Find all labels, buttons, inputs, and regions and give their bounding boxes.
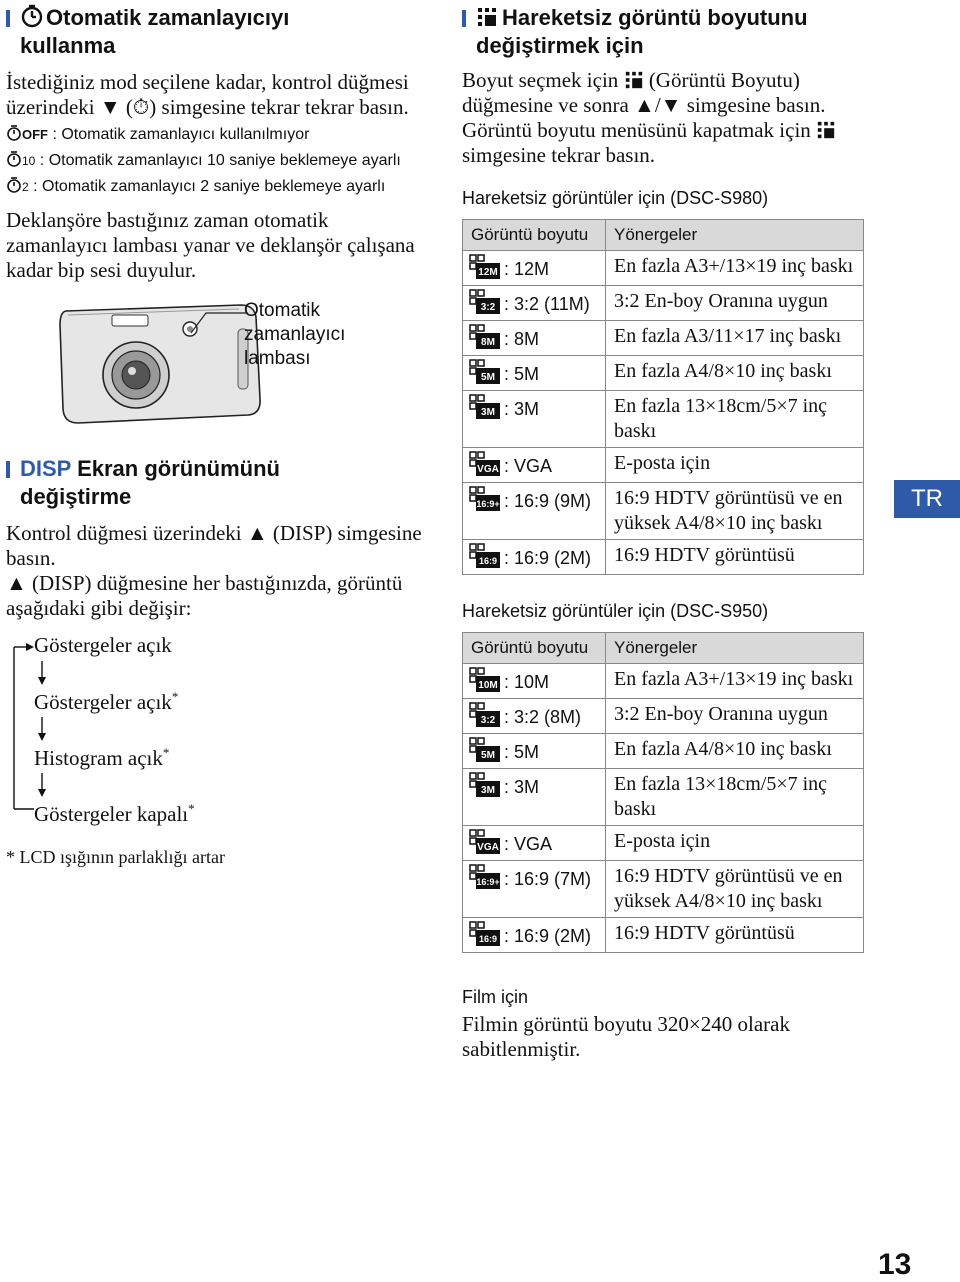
self-timer-title-line2: kullanma (20, 33, 116, 58)
description-cell: E-posta için (606, 826, 864, 861)
svg-text:12M: 12M (478, 267, 498, 278)
svg-text:16:9+: 16:9+ (476, 877, 500, 887)
description-cell: En fazla A3+/13×19 inç baskı (606, 664, 864, 699)
svg-text:3M: 3M (481, 407, 495, 418)
table-row (463, 918, 864, 953)
table-row (463, 251, 864, 286)
image-size-icon (469, 772, 501, 798)
display-cycle-flow (12, 633, 426, 833)
svg-text:16:9: 16:9 (478, 556, 498, 566)
timer-off-icon (6, 124, 22, 142)
image-size-icon (469, 921, 501, 947)
description-cell: En fazla A3+/13×19 inç baskı (606, 251, 864, 286)
film-text: Filmin görüntü boyutu 320×240 olarak sabitlenmiştir. (462, 1012, 790, 1061)
disp-paragraph-1: Kontrol düğmesi üzerindeki ▲ (DISP) simgesine basın. (6, 521, 422, 570)
size-value: : 16:9 (9M) (504, 491, 592, 511)
table2-caption: Hareketsiz görüntüler için (DSC-S950) (462, 601, 769, 621)
table-header: Yönergeler (606, 220, 864, 251)
image-size-icon (469, 324, 501, 350)
size-cell (463, 918, 606, 953)
table-header: Görüntü boyutu (463, 220, 606, 251)
size-cell (463, 826, 606, 861)
image-size-title-line1: Hareketsiz görüntü boyutunu (502, 5, 808, 30)
image-size-icon (816, 120, 836, 140)
disp-section-title (6, 455, 426, 511)
disp-title-rest: Ekran görünümünü (70, 456, 280, 481)
svg-text:5M: 5M (481, 750, 495, 761)
table-row (463, 356, 864, 391)
timer-2-option (6, 174, 426, 200)
size-cell (463, 448, 606, 483)
image-size-icon (469, 702, 501, 728)
disp-footnote: * LCD ışığının parlaklığı artar (6, 847, 225, 867)
timer-off-option (6, 122, 426, 148)
size-value: : VGA (504, 456, 553, 476)
table1-caption: Hareketsiz görüntüler için (DSC-S980) (462, 188, 769, 208)
image-size-icon (469, 543, 501, 569)
image-size-icon (469, 359, 501, 385)
language-badge: TR (894, 480, 960, 518)
description-cell: En fazla A4/8×10 inç baskı (606, 734, 864, 769)
svg-text:8M: 8M (481, 337, 495, 348)
size-value: : 5M (504, 742, 540, 762)
self-timer-lamp-callout (244, 299, 345, 371)
svg-text:3:2: 3:2 (480, 302, 496, 313)
callout-line1: Otomatik (244, 300, 321, 321)
image-size-icon (469, 289, 501, 315)
description-cell: 16:9 HDTV görüntüsü ve en yüksek A4/8×10 inç baskı (606, 861, 864, 918)
image-size-icon (469, 254, 501, 280)
table-header: Yönergeler (606, 633, 864, 664)
table-row (463, 826, 864, 861)
callout-line2: zamanlayıcı (244, 324, 346, 345)
flow-item: Göstergeler kapalı* (34, 801, 195, 826)
table-row (463, 861, 864, 918)
left-column (6, 0, 426, 868)
image-size-icon (469, 667, 501, 693)
table-row (463, 483, 864, 540)
timer-2-icon (6, 176, 22, 194)
self-timer-note: Deklanşöre bastığınız zaman otomatik zamanlayıcı lambası yanar ve deklanşör çalışana kadar bip sesi duyulur. (6, 208, 415, 282)
table-row (463, 699, 864, 734)
image-size-icon (469, 486, 501, 512)
table-row (463, 734, 864, 769)
size-value: : 3M (504, 399, 540, 419)
size-cell (463, 251, 606, 286)
image-size-icon (469, 451, 501, 477)
description-cell: En fazla 13×18cm/5×7 inç baskı (606, 769, 864, 826)
size-cell (463, 483, 606, 540)
size-cell (463, 321, 606, 356)
svg-text:5M: 5M (481, 372, 495, 383)
table-row (463, 769, 864, 826)
size-cell (463, 286, 606, 321)
size-cell (463, 664, 606, 699)
image-size-icon (469, 829, 501, 855)
film-heading: Film için (462, 987, 528, 1007)
table-row (463, 391, 864, 448)
table-row (463, 448, 864, 483)
size-cell (463, 769, 606, 826)
size-cell (463, 540, 606, 575)
timer-2-label: 2 (22, 180, 29, 194)
size-cell (463, 391, 606, 448)
size-value: : 12M (504, 259, 550, 279)
timer-off-label: OFF (22, 127, 48, 142)
image-size-icon (469, 864, 501, 890)
table-row (463, 664, 864, 699)
image-size-title-line2: değiştirmek için (476, 33, 644, 58)
callout-line3: lambası (244, 348, 311, 369)
table-row (463, 540, 864, 575)
disp-paragraph-2: ▲ (DISP) düğmesine her bastığınızda, görüntü aşağıdaki gibi değişir: (6, 571, 403, 620)
description-cell: 16:9 HDTV görüntüsü ve en yüksek A4/8×10 inç baskı (606, 483, 864, 540)
image-size-icon (624, 70, 644, 90)
size-cell (463, 734, 606, 769)
svg-text:16:9: 16:9 (478, 934, 498, 944)
size-value: : 8M (504, 329, 540, 349)
size-value: : 3:2 (11M) (504, 294, 590, 314)
size-cell (463, 699, 606, 734)
image-size-intro: Boyut seçmek için (Görüntü Boyutu) düğmesine ve sonra ▲/▼ simgesine basın. Görüntü boyutu menüsünü kapatmak için simgesine tekrar basın. (462, 68, 872, 168)
timer-10-icon (6, 150, 22, 168)
svg-text:3:2: 3:2 (480, 715, 496, 726)
timer-10-label: 10 (22, 154, 36, 168)
timer-10-text: : Otomatik zamanlayıcı 10 saniye beklemeye ayarlı (35, 152, 401, 169)
image-size-table-s950 (462, 632, 864, 953)
size-value: : 3M (504, 777, 540, 797)
disp-label: DISP (20, 456, 71, 481)
image-size-section-title (462, 4, 872, 60)
image-size-icon (476, 6, 498, 28)
svg-text:VGA: VGA (477, 464, 499, 475)
description-cell: 16:9 HDTV görüntüsü (606, 540, 864, 575)
disp-title-line2: değiştirme (20, 484, 132, 509)
image-size-table-s980 (462, 219, 864, 575)
description-cell: 3:2 En-boy Oranına uygun (606, 286, 864, 321)
size-value: : 10M (504, 672, 550, 692)
size-value: : 3:2 (8M) (504, 707, 582, 727)
flow-item: Göstergeler açık (34, 633, 172, 657)
self-timer-icon (20, 4, 44, 28)
table-row (463, 286, 864, 321)
camera-illustration (6, 299, 426, 447)
size-value: : 16:9 (2M) (504, 548, 592, 568)
svg-text:3M: 3M (481, 785, 495, 796)
film-section (462, 987, 872, 1062)
size-value: : 5M (504, 364, 540, 384)
flow-item: Histogram açık* (34, 745, 170, 770)
flow-arrows (12, 633, 52, 823)
image-size-icon (469, 737, 501, 763)
self-timer-options (6, 122, 426, 200)
size-value: : VGA (504, 834, 553, 854)
flow-item: Göstergeler açık* (34, 689, 179, 714)
table-row (463, 321, 864, 356)
right-column (462, 0, 872, 1062)
size-value: : 16:9 (7M) (504, 869, 592, 889)
size-cell (463, 861, 606, 918)
self-timer-section-title (6, 4, 426, 60)
svg-text:10M: 10M (478, 680, 498, 691)
description-cell: 3:2 En-boy Oranına uygun (606, 699, 864, 734)
self-timer-intro: İstediğiniz mod seçilene kadar, kontrol düğmesi üzerindeki ▼ (⏱) simgesine tekrar tekrar basın. (6, 70, 409, 119)
svg-text:16:9+: 16:9+ (476, 499, 500, 509)
size-cell (463, 356, 606, 391)
size-value: : 16:9 (2M) (504, 926, 592, 946)
image-size-icon (469, 394, 501, 420)
timer-off-text: : Otomatik zamanlayıcı kullanılmıyor (48, 126, 310, 143)
description-cell: E-posta için (606, 448, 864, 483)
svg-text:VGA: VGA (477, 842, 499, 853)
timer-2-text: : Otomatik zamanlayıcı 2 saniye beklemeye ayarlı (28, 178, 386, 195)
description-cell: En fazla A3/11×17 inç baskı (606, 321, 864, 356)
description-cell: En fazla A4/8×10 inç baskı (606, 356, 864, 391)
self-timer-title-line1: Otomatik zamanlayıcıyı (46, 5, 290, 30)
description-cell: 16:9 HDTV görüntüsü (606, 918, 864, 953)
timer-10-option (6, 148, 426, 174)
page-number: 13 (878, 1248, 912, 1281)
table-header: Görüntü boyutu (463, 633, 606, 664)
description-cell: En fazla 13×18cm/5×7 inç baskı (606, 391, 864, 448)
